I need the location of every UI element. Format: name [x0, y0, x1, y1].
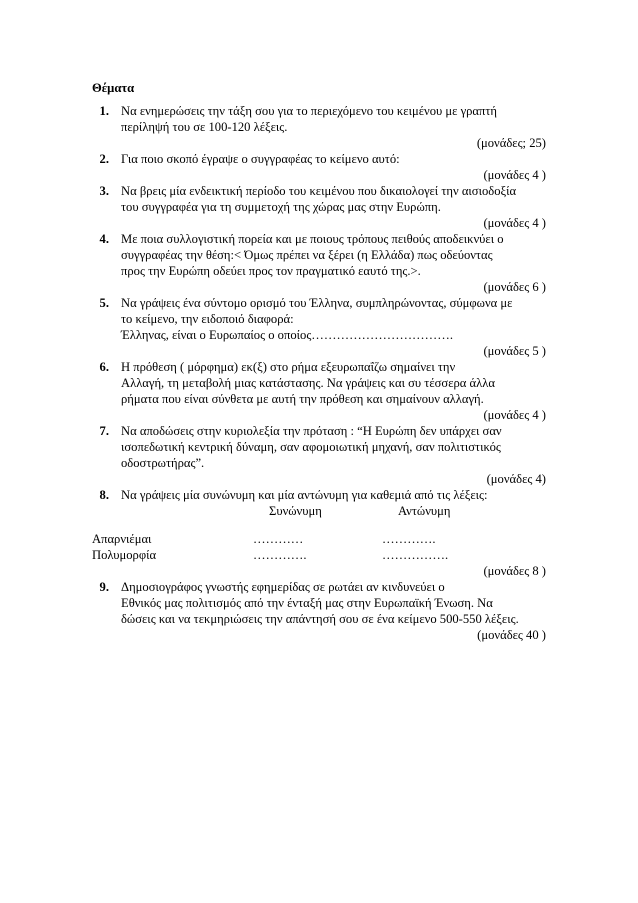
- antonym-blank: …………….: [382, 548, 449, 562]
- question-text-line: Να γράψεις ένα σύντομο ορισμό του Έλληνα, συμπληρώνοντας, σύμφωνα με: [121, 296, 513, 310]
- question-marks: (μονάδες 8 ): [483, 564, 546, 578]
- question-1: [92, 103, 548, 151]
- question-text-line: Να γράψεις μία συνώνυμη και μία αντώνυμη για καθεμιά από τις λέξεις:: [121, 488, 488, 502]
- question-marks: (μονάδες 4 ): [483, 216, 546, 230]
- question-text-line: Με ποια συλλογιστική πορεία και με ποιους τρόπους πειθούς αποδεικνύει ο: [121, 232, 504, 246]
- question-text-line: προς την Ευρώπη οδεύει προς τον πραγματικό εαυτό της.>.: [121, 264, 421, 278]
- question-4: [92, 231, 548, 295]
- question-text-line: ρήματα που είναι σύνθετα με αυτή την πρόθεση και σημαίνουν αλλαγή.: [121, 392, 484, 406]
- question-text-line: Δημοσιογράφος γνωστής εφημερίδας σε ρωτάει αν κινδυνεύει ο: [121, 580, 445, 594]
- word-row: [92, 547, 548, 563]
- question-2: [92, 151, 548, 183]
- question-number: 9.: [99, 580, 109, 594]
- question-text-line: συγγραφέας την θέση:< Όμως πρέπει να ξέρει (η Ελλάδα) πως οδεύοντας: [121, 248, 493, 262]
- question-text-line: Να βρεις μία ενδεικτική περίοδο του κειμένου που δικαιολογεί την αισιοδοξία: [121, 184, 517, 198]
- synonym-blank: ………….: [253, 548, 307, 562]
- question-text-line: το κείμενο, την ειδοποιό διαφορά:: [121, 312, 294, 326]
- synonym-column-header: Συνώνυμη: [269, 504, 322, 518]
- word-label: Απαρνιέμαι: [92, 532, 152, 546]
- question-text-line: δώσεις και να τεκμηριώσεις την απάντησή σου σε ένα κείμενο 500-550 λέξεις.: [121, 612, 519, 626]
- question-marks: (μονάδες 4 ): [483, 168, 546, 182]
- question-marks: (μονάδες 4 ): [483, 408, 546, 422]
- antonym-blank: ………….: [382, 532, 436, 546]
- question-6: [92, 359, 548, 423]
- question-text-line: Έλληνας, είναι ο Ευρωπαίος ο οποίος…………………………….: [121, 328, 453, 342]
- question-text-line: Η πρόθεση ( μόρφημα) εκ(ξ) στο ρήμα εξευρωπαΐζω σημαίνει την: [121, 360, 456, 374]
- question-text-line: Να ενημερώσεις την τάξη σου για το περιεχόμενο του κειμένου με γραπτή: [121, 104, 498, 118]
- question-9: [92, 579, 548, 643]
- question-text-line: Αλλαγή, τη μεταβολή μιας κατάστασης. Να γράψεις και συ τέσσερα άλλα: [121, 376, 495, 390]
- question-text-line: ισοπεδωτική κεντρική δύναμη, σαν αφομοιωτική μηχανή, σαν πολιτιστικός: [121, 440, 501, 454]
- question-number: 7.: [99, 424, 109, 438]
- question-text-line: του συγγραφέα για τη συμμετοχή της χώρας μας στην Ευρώπη.: [121, 200, 441, 214]
- question-marks: (μονάδες; 25): [476, 136, 546, 150]
- question-number: 4.: [99, 232, 109, 246]
- question-number: 3.: [99, 184, 109, 198]
- question-marks: (μονάδες 5 ): [483, 344, 546, 358]
- synonym-blank: …………: [253, 532, 304, 546]
- question-text-line: Για ποιο σκοπό έγραψε ο συγγραφέας το κείμενο αυτό:: [121, 152, 400, 166]
- question-number: 8.: [99, 488, 109, 502]
- question-text-line: Να αποδώσεις στην κυριολεξία την πρόταση : “Η Ευρώπη δεν υπάρχει σαν: [121, 424, 502, 438]
- question-number: 1.: [99, 104, 109, 118]
- question-marks: (μονάδες 4): [486, 472, 546, 486]
- word-label: Πολυμορφία: [92, 548, 157, 562]
- question-marks: (μονάδες 40 ): [477, 628, 546, 642]
- question-text-line: περίληψή του σε 100-120 λέξεις.: [121, 120, 288, 134]
- question-number: 2.: [99, 152, 109, 166]
- question-7: [92, 423, 548, 487]
- word-row: [92, 531, 548, 547]
- antonym-column-header: Αντώνυμη: [398, 504, 451, 518]
- question-text-line: Εθνικός μας πολιτισμός από την ένταξή μας στην Ευρωπαϊκή Ένωση. Να: [121, 596, 493, 610]
- question-5: [92, 295, 548, 359]
- question-8: [92, 487, 548, 579]
- question-number: 5.: [99, 296, 109, 310]
- question-list: [92, 103, 548, 643]
- question-marks: (μονάδες 6 ): [483, 280, 546, 294]
- question-3: [92, 183, 548, 231]
- page-heading: Θέματα: [92, 81, 135, 95]
- question-text-line: οδοστρωτήρας”.: [121, 456, 205, 470]
- word-table-header: [121, 503, 548, 519]
- question-number: 6.: [99, 360, 109, 374]
